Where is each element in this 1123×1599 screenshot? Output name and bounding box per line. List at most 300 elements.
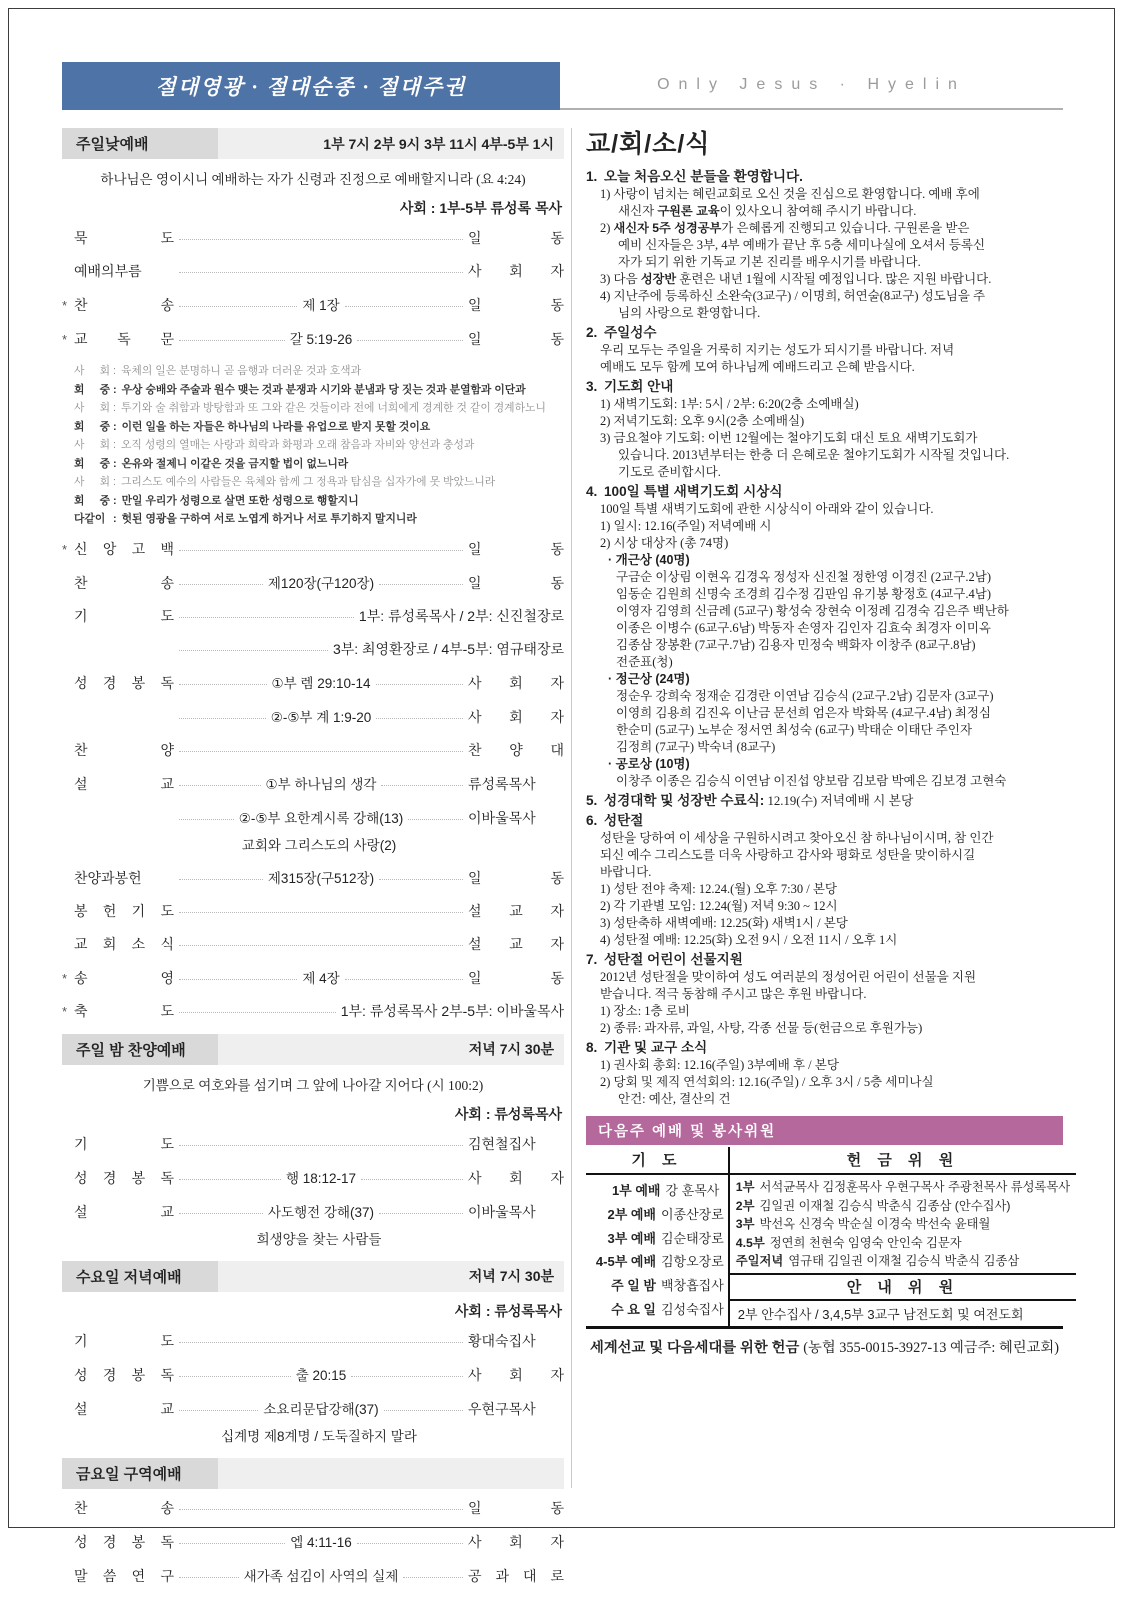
sermon-subtitle: 교회와 그리스도의 사랑(2) — [241, 837, 397, 853]
order-row — [62, 294, 564, 315]
order-row — [62, 639, 564, 659]
news-line: 성탄을 당하여 이 세상을 구원하시려고 찾아오신 참 하나님이시며, 참 인간 — [600, 831, 994, 845]
prayer-service-label: 1부 예배 — [611, 1182, 661, 1198]
reading-colon: : — [113, 476, 116, 488]
order-label: 찬양과봉헌 — [74, 869, 142, 886]
dotted-leader — [379, 1213, 463, 1214]
committee-table — [586, 1116, 1071, 1329]
news-title: 교/회/소/식 — [586, 130, 711, 158]
offering-row — [736, 1178, 1070, 1197]
responsive-reading-line — [74, 492, 564, 511]
reading-text: 온유와 절제니 이같은 것을 금지할 법이 없느니라 — [121, 457, 349, 470]
news-line: 1) 일시: 12.16(주일) 저녁예배 시 — [600, 519, 772, 533]
order-right: 설 교 자 — [468, 935, 564, 952]
prayer-row — [590, 1205, 724, 1225]
news-line: · 공로상 (10명) — [608, 757, 690, 771]
offering-row — [736, 1197, 1070, 1216]
order-rows — [62, 1134, 564, 1248]
dotted-leader — [179, 272, 463, 273]
news-line: 자가 되기 위한 기독교 기본 진리를 배우시기를 바랍니다. — [618, 255, 921, 269]
dotted-leader — [179, 617, 354, 618]
section-times — [218, 1468, 564, 1478]
order-center: 행 18:12-17 — [285, 1170, 357, 1186]
offering-names: 서석균목사 김정훈목사 우현구목사 주광천목사 류성록목사 — [759, 1180, 1071, 1194]
order-row-subtitle — [62, 837, 564, 854]
dotted-leader — [351, 1376, 463, 1377]
news-line: 100일 특별 새벽기도회에 관한 시상식이 아래와 같이 있습니다. — [600, 502, 934, 516]
news-items — [586, 168, 1063, 1108]
news-item-number: 5. — [586, 793, 598, 808]
order-row — [62, 1201, 564, 1222]
order-row — [62, 672, 564, 693]
order-label: 설 교 — [74, 1203, 174, 1220]
offering-names: 염규태 김일권 이재철 김승식 박춘식 김종삼 — [788, 1254, 1020, 1269]
order-center: 엡 4:11-16 — [290, 1534, 352, 1550]
responsive-reading-line — [74, 362, 564, 381]
committee-table-body — [586, 1147, 1071, 1326]
order-center: 제 1장 — [302, 298, 340, 313]
news-text: 3) 다음 — [600, 272, 641, 286]
order-row — [62, 706, 564, 727]
order-right: 일 동 — [468, 869, 564, 886]
reading-text: 투기와 술 취함과 방탕함과 또 그와 같은 것들이라 전에 너희에게 경계한 것 같이 경계하노니 — [121, 402, 546, 414]
news-line: 1) 장소: 1층 로비 — [600, 1004, 690, 1018]
moderator: 사회 : 1부-5부 류성록 목사 — [399, 200, 562, 216]
offering-column — [730, 1147, 1076, 1326]
dotted-leader — [376, 718, 463, 719]
reading-speaker: 사 회 — [74, 402, 110, 414]
prayer-row — [590, 1300, 724, 1320]
section-header-bar — [62, 128, 564, 159]
friday-cell-service — [62, 1458, 564, 1586]
order-row-subtitle — [62, 1231, 564, 1248]
order-row — [62, 807, 564, 828]
news-item — [586, 378, 1063, 481]
order-row — [62, 1331, 564, 1351]
order-center: ①부 하나님의 생각 — [265, 776, 377, 792]
order-right-wide: 1부: 류성록목사 2부-5부: 이바울목사 — [340, 1002, 564, 1019]
order-right: 일 동 — [468, 297, 564, 313]
order-right: 사 회 자 — [468, 1366, 565, 1383]
news-item-heading: 기도회 안내 — [604, 379, 674, 394]
reading-colon: : — [113, 439, 116, 451]
order-center: 사도행전 강해(37) — [268, 1204, 375, 1220]
reading-colon: : — [113, 383, 117, 396]
order-right: 김현철집사 — [468, 1135, 536, 1152]
news-text: 가 은혜롭게 진행되고 있습니다. 구원론을 받은 — [721, 221, 970, 235]
dotted-leader — [379, 879, 463, 880]
order-center: 제120장(구120장) — [267, 575, 375, 591]
order-right: 사 회 자 — [468, 1169, 564, 1186]
order-row — [62, 967, 564, 988]
order-right: 우현구목사 — [468, 1400, 536, 1417]
dotted-leader — [179, 650, 328, 651]
reading-colon: : — [113, 513, 117, 525]
reading-speaker: 회 중 — [74, 420, 110, 433]
dotted-leader — [179, 1410, 258, 1411]
order-label: 성 경 봉 독 — [74, 1366, 174, 1383]
offering-service-label: 4.5부 — [735, 1235, 765, 1250]
moderator: 사회 : 류성록목사 — [454, 1105, 562, 1122]
prayer-person-name: 김성숙집사 — [661, 1302, 724, 1318]
order-label: 봉 헌 기 도 — [74, 902, 174, 919]
news-item-title — [586, 812, 1063, 830]
news-item-heading-detail: 12.19(수) 저녁예배 시 본당 — [764, 794, 914, 808]
order-right: 일 동 — [468, 969, 564, 986]
order-label: 축 도 — [74, 1002, 174, 1019]
offering-row — [736, 1252, 1070, 1271]
offering-service-label: 1부 — [735, 1180, 755, 1194]
news-line: 2) 각 기관별 모임: 12.24(월) 저녁 9:30 ~ 12시 — [600, 899, 838, 913]
order-label: 기 도 — [74, 1135, 174, 1152]
order-label: 설 교 — [74, 1400, 174, 1417]
dotted-leader — [179, 1543, 285, 1544]
reading-speaker: 사 회 — [74, 365, 110, 377]
news-line: 3) 성탄축하 새벽예배: 12.25(화) 새벽1시 / 본당 — [600, 916, 848, 930]
order-label: 예배의부름 — [74, 263, 142, 279]
prayer-row — [590, 1252, 724, 1272]
dotted-leader — [384, 1410, 463, 1411]
dotted-leader — [179, 684, 267, 685]
order-row — [62, 934, 564, 954]
responsive-reading-line — [74, 510, 564, 529]
order-center: 제315장(구512장) — [267, 870, 375, 886]
order-label: 찬 양 — [74, 741, 174, 758]
order-right: 이바울목사 — [468, 809, 536, 826]
order-row — [62, 773, 564, 794]
prayer-person-name: 이종산장로 — [661, 1206, 724, 1222]
dotted-leader — [179, 785, 261, 786]
dotted-leader — [381, 785, 463, 786]
slogan-text: 절대영광 · 절대순종 · 절대주권 — [155, 75, 467, 99]
news-item-title — [586, 483, 1063, 501]
dotted-leader — [357, 340, 463, 341]
offering-service-label: 2부 — [735, 1198, 755, 1213]
dotted-leader — [179, 1342, 463, 1343]
dotted-leader — [179, 1577, 239, 1578]
order-right: 류성록목사 — [468, 775, 536, 792]
news-line: 이영자 김영희 신금례 (5교구) 황성숙 장현숙 이정례 김경숙 김은주 백난하 — [616, 604, 1009, 618]
committee-table-header: 다음주 예배 및 봉사위원 — [586, 1116, 1063, 1145]
news-line — [586, 203, 1063, 220]
offering-names: 김일권 이재철 김승식 박춘식 김종삼 (안수집사) — [759, 1198, 1011, 1213]
reading-speaker: 사 회 — [74, 439, 110, 451]
reading-speaker: 다같이 — [74, 513, 106, 525]
dotted-leader — [361, 1179, 463, 1180]
news-item-title — [586, 378, 1063, 396]
prayer-service-label: 3부 예배 — [607, 1230, 656, 1246]
news-line: · 정근상 (24명) — [608, 672, 690, 686]
offering-column-header: 헌 금 위 원 — [730, 1147, 1076, 1175]
news-line: 2) 시상 대상자 (총 74명) — [600, 536, 729, 550]
order-row — [62, 1531, 564, 1552]
news-line: 이종은 이병수 (6교구.6남) 박동자 손영자 김인자 김효숙 최경자 이미옥 — [616, 621, 991, 635]
order-row — [62, 328, 564, 349]
reading-text: 그리스도 예수의 사람들은 육체와 함께 그 정욕과 탐심을 십자가에 못 박았느니라 — [121, 476, 496, 488]
usher-row: 2부 안수집사 / 3,4,5부 3교구 남전도회 및 여전도회 — [737, 1306, 1024, 1322]
reading-text: 만일 우리가 성령으로 살면 또한 성령으로 행할지니 — [121, 494, 359, 507]
order-row-subtitle — [62, 1428, 564, 1445]
reading-text: 우상 숭배와 주술과 원수 맺는 것과 분쟁과 시기와 분냄과 당 짓는 것과 분열함과 이단과 — [121, 383, 526, 396]
column-divider — [571, 128, 572, 1488]
moderator: 사회 : 류성록목사 — [454, 1302, 562, 1319]
order-center: ①부 렘 29:10-14 — [271, 675, 371, 691]
verse: 기쁨으로 여호와를 섬기며 그 앞에 나아갈 지어다 (시 100:2) — [142, 1077, 484, 1093]
reading-speaker: 사 회 — [74, 476, 110, 488]
news-bold-text: 성장반 — [640, 272, 677, 286]
order-right: 사 회 자 — [468, 708, 565, 725]
news-text: 새신자 — [618, 204, 658, 218]
news-item-number: 4. — [586, 484, 598, 499]
news-line: 이영희 김용희 김진옥 이난금 문선희 엄은자 박화목 (4교구.4남) 최정심 — [616, 706, 991, 720]
responsive-reading-line — [74, 436, 564, 455]
news-line: 1) 성탄 전야 축제: 12.24.(월) 오후 7:30 / 본당 — [600, 882, 837, 896]
order-label: 송 영 — [74, 969, 174, 986]
church-news-column — [586, 124, 1071, 1357]
order-label: 성 경 봉 독 — [74, 1533, 174, 1550]
order-label: 교 회 소 식 — [74, 935, 174, 952]
section-title: 주일 밤 찬양예배 — [62, 1034, 218, 1065]
news-item-heading: 기관 및 교구 소식 — [604, 1040, 708, 1055]
offering-note-bold: 세계선교 및 다음세대를 위한 헌금 — [590, 1339, 800, 1356]
order-right: 일 동 — [468, 540, 564, 557]
section-header-bar — [62, 1261, 564, 1292]
header-slogan-bar — [62, 62, 560, 110]
prayer-service-label: 2부 예배 — [607, 1206, 656, 1222]
news-line: 안건: 예산, 결산의 건 — [618, 1092, 731, 1106]
dotted-leader — [179, 584, 263, 585]
news-item — [586, 168, 1063, 322]
dotted-leader — [376, 684, 464, 685]
dotted-leader — [179, 912, 463, 913]
prayer-service-label: 4-5부 예배 — [595, 1254, 656, 1270]
order-row — [62, 1398, 564, 1419]
dotted-leader — [179, 340, 285, 341]
order-label: 찬 송 — [74, 297, 174, 313]
reading-colon: : — [113, 457, 117, 470]
news-line: 1) 새벽기도회: 1부: 5시 / 2부: 6:20(2층 소예배실) — [600, 397, 859, 411]
reading-text: 헛된 영광을 구하여 서로 노엽게 하거나 서로 투기하지 말지니라 — [121, 513, 417, 525]
order-right: 사 회 자 — [468, 1533, 565, 1550]
reading-speaker: 회 중 — [74, 383, 110, 396]
dotted-leader — [179, 751, 463, 752]
order-center: ②-⑤부 요한계시록 강해(13) — [238, 810, 404, 826]
order-label: 말 씀 연 구 — [74, 1567, 174, 1584]
prayer-service-label: 주 일 밤 — [611, 1278, 656, 1294]
news-line: 기도로 준비합시다. — [618, 465, 721, 479]
order-row — [62, 261, 564, 281]
dotted-leader — [379, 584, 463, 585]
offering-names: 박선옥 신경숙 박순실 이경숙 박선숙 윤태월 — [759, 1217, 991, 1232]
news-line — [586, 271, 1063, 288]
stand-marker: * — [62, 970, 68, 986]
dotted-leader — [345, 979, 463, 980]
dotted-leader — [357, 1543, 463, 1544]
order-right: 사 회 자 — [468, 263, 564, 279]
prayer-person-name: 백창흡집사 — [661, 1278, 724, 1294]
news-item-title — [586, 792, 1063, 810]
reading-speaker: 회 중 — [74, 457, 110, 470]
dotted-leader — [179, 550, 463, 551]
reading-colon: : — [113, 402, 116, 414]
news-item-title — [586, 168, 1063, 186]
news-line: 4) 성탄절 예배: 12.25(화) 오전 9시 / 오전 11시 / 오후 1시 — [600, 933, 898, 947]
order-label: 묵 도 — [74, 230, 174, 246]
offering-service-label: 주일저녁 — [735, 1254, 784, 1269]
order-right: 일 동 — [468, 1499, 564, 1516]
stand-marker: * — [62, 541, 68, 557]
header-tagline-bar — [560, 62, 1063, 110]
sunday-night-service — [62, 1034, 564, 1248]
news-item — [586, 483, 1063, 790]
order-row — [62, 740, 564, 760]
news-line: 4) 지난주에 등록하신 소완숙(3교구) / 이명희, 허연술(8교구) 성도님을 주 — [600, 289, 986, 303]
order-label: 찬 송 — [74, 574, 174, 591]
news-item-number: 8. — [586, 1040, 598, 1055]
responsive-reading-line — [74, 418, 564, 437]
order-row — [62, 1167, 564, 1188]
offering-service-label: 3부 — [735, 1217, 755, 1232]
order-row — [62, 539, 564, 559]
responsive-reading-line — [74, 381, 564, 400]
prayer-column-header: 기 도 — [586, 1147, 728, 1175]
verse: 하나님은 영이시니 예배하는 자가 신령과 진정으로 예배할지니라 (요 4:24) — [100, 172, 526, 187]
prayer-person-name: 김항오장로 — [661, 1254, 724, 1270]
prayer-column — [586, 1147, 730, 1326]
order-right: 황대숙집사 — [468, 1332, 536, 1349]
order-center: 갈 5:19-26 — [289, 332, 353, 347]
dotted-leader — [179, 718, 266, 719]
section-title: 금요일 구역예배 — [62, 1458, 218, 1489]
order-label: 성 경 봉 독 — [74, 674, 174, 691]
order-right: 설 교 자 — [468, 902, 564, 919]
news-line: 2012년 성탄절을 맞이하여 성도 여러분의 정성어린 어린이 선물을 지원 — [600, 970, 977, 984]
stand-marker: * — [62, 1003, 68, 1019]
dotted-leader — [179, 239, 463, 240]
order-right: 공 과 대 로 — [468, 1567, 565, 1584]
reading-colon: : — [113, 494, 117, 507]
news-text: 이 있사오니 참여해 주시기 바랍니다. — [719, 204, 917, 218]
reading-colon: : — [113, 420, 117, 433]
news-line: 정순우 강희숙 정재순 김경란 이연남 김승식 (2교구.2남) 김문자 (3교구) — [616, 689, 994, 703]
responsive-reading-line — [74, 473, 564, 492]
news-line: 바랍니다. — [600, 865, 652, 879]
news-line: · 개근상 (40명) — [608, 553, 690, 567]
dotted-leader — [179, 879, 263, 880]
order-label: 찬 송 — [74, 1499, 174, 1516]
order-row — [62, 1565, 564, 1586]
news-item-heading: 성탄절 어린이 선물지원 — [604, 952, 743, 967]
section-title: 주일낮예배 — [62, 128, 218, 159]
tagline-text: Only Jesus · Hyelin — [657, 76, 966, 93]
order-rows — [62, 228, 564, 1021]
news-item-heading: 성경대학 및 성장반 수료식: — [604, 793, 765, 808]
news-text: 훈련은 내년 1월에 시작될 예정입니다. 많은 지원 바랍니다. — [676, 272, 992, 286]
stand-marker: * — [62, 332, 68, 347]
responsive-reading-line — [74, 455, 564, 474]
order-rows — [62, 1331, 564, 1445]
dotted-leader — [403, 1577, 463, 1578]
order-center: 새가족 섬김이 사역의 실제 — [243, 1568, 399, 1584]
reading-text: 육체의 일은 분명하니 곧 음행과 더러운 것과 호색과 — [121, 365, 362, 377]
offering-account-note — [586, 1337, 1063, 1357]
news-item — [586, 1039, 1063, 1108]
order-rows — [62, 1498, 564, 1586]
order-row — [62, 606, 564, 626]
order-right: 사 회 자 — [468, 674, 565, 691]
news-line — [586, 220, 1063, 237]
order-row — [62, 228, 564, 248]
order-row — [62, 901, 564, 921]
usher-header: 안 내 위 원 — [730, 1273, 1076, 1301]
news-line: 김종삼 장봉환 (7교구.7남) 김용자 민정숙 백화자 이창주 (8교구.8남) — [616, 638, 976, 652]
news-bold-text: 구원론 교육 — [657, 204, 720, 218]
order-row — [62, 1364, 564, 1385]
offering-row — [736, 1215, 1070, 1234]
sermon-subtitle: 희생양을 찾는 사람들 — [256, 1231, 382, 1247]
news-line: 임동순 김원희 신명숙 조경희 김수정 김판임 유기봉 황정호 (4교구.4남) — [616, 587, 991, 601]
news-item — [586, 324, 1063, 376]
prayer-rows — [586, 1175, 728, 1326]
news-bold-text: 새신자 5주 성경공부 — [613, 221, 722, 235]
order-label: 성 경 봉 독 — [74, 1169, 174, 1186]
news-item-number: 3. — [586, 379, 598, 394]
section-times: 저녁 7시 30분 — [468, 1268, 554, 1284]
dotted-leader — [179, 1509, 463, 1510]
order-row — [62, 572, 564, 593]
dotted-leader — [179, 1145, 463, 1146]
order-row — [62, 1134, 564, 1154]
news-item-title — [586, 951, 1063, 969]
offering-names: 정연희 천현숙 임영숙 안인숙 김문자 — [769, 1235, 962, 1250]
news-text: 2) — [600, 221, 614, 235]
worship-order-column — [62, 128, 564, 1599]
section-times: 저녁 7시 30분 — [468, 1041, 554, 1057]
news-line: 2) 종류: 과자류, 과일, 사탕, 각종 선물 등(헌금으로 후원가능) — [600, 1021, 923, 1035]
stand-marker: * — [62, 298, 68, 313]
news-line: 구금순 이상림 이현옥 김경옥 정성자 신진철 정한영 이경진 (2교구.2남) — [616, 570, 991, 584]
order-row — [62, 1498, 564, 1518]
prayer-person-name: 강 훈목사 — [665, 1182, 720, 1198]
prayer-row — [590, 1181, 724, 1201]
news-line: 받습니다. 적극 동참해 주시고 많은 후원 바랍니다. — [600, 987, 867, 1001]
news-item-number: 1. — [586, 169, 598, 184]
order-label: 기 도 — [74, 1332, 174, 1349]
news-line: 2) 당회 및 제직 연석회의: 12.16(주일) / 오후 3시 / 5층 세미나실 — [600, 1075, 934, 1089]
offering-rows — [730, 1175, 1076, 1273]
news-line: 1) 권사회 총회: 12.16(주일) 3부예배 후 / 본당 — [600, 1058, 839, 1072]
responsive-reading-line — [74, 399, 564, 418]
order-right-wide: 1부: 류성록목사 / 2부: 신진철장로 — [358, 607, 564, 624]
news-line: 2) 저녁기도회: 오후 9시(2층 소예배실) — [600, 414, 805, 428]
offering-account: (농협 355-0015-3927-13 예금주: 혜린교회) — [803, 1339, 1059, 1356]
news-item — [586, 812, 1063, 949]
news-item-title — [586, 324, 1063, 342]
reading-speaker: 회 중 — [74, 494, 110, 507]
prayer-service-label: 수 요 일 — [611, 1302, 656, 1318]
order-center: ②-⑤부 계 1:9-20 — [270, 709, 372, 725]
order-label: 설 교 — [74, 775, 174, 792]
order-right: 일 동 — [468, 331, 564, 347]
wednesday-evening-service — [62, 1261, 564, 1445]
section-title: 수요일 저녁예배 — [62, 1261, 218, 1292]
prayer-row — [590, 1229, 724, 1249]
news-line: 한순미 (5교구) 노부순 정서연 최성숙 (6교구) 박태순 이태단 주인자 — [616, 723, 973, 737]
news-item-heading: 오늘 처음오신 분들을 환영합니다. — [604, 169, 803, 184]
sermon-subtitle: 십계명 제8계명 / 도둑질하지 말라 — [221, 1428, 417, 1444]
dotted-leader — [179, 1376, 291, 1377]
news-line: 예배도 모두 함께 모여 하나님께 예배드리고 은혜 받읍시다. — [600, 360, 915, 374]
